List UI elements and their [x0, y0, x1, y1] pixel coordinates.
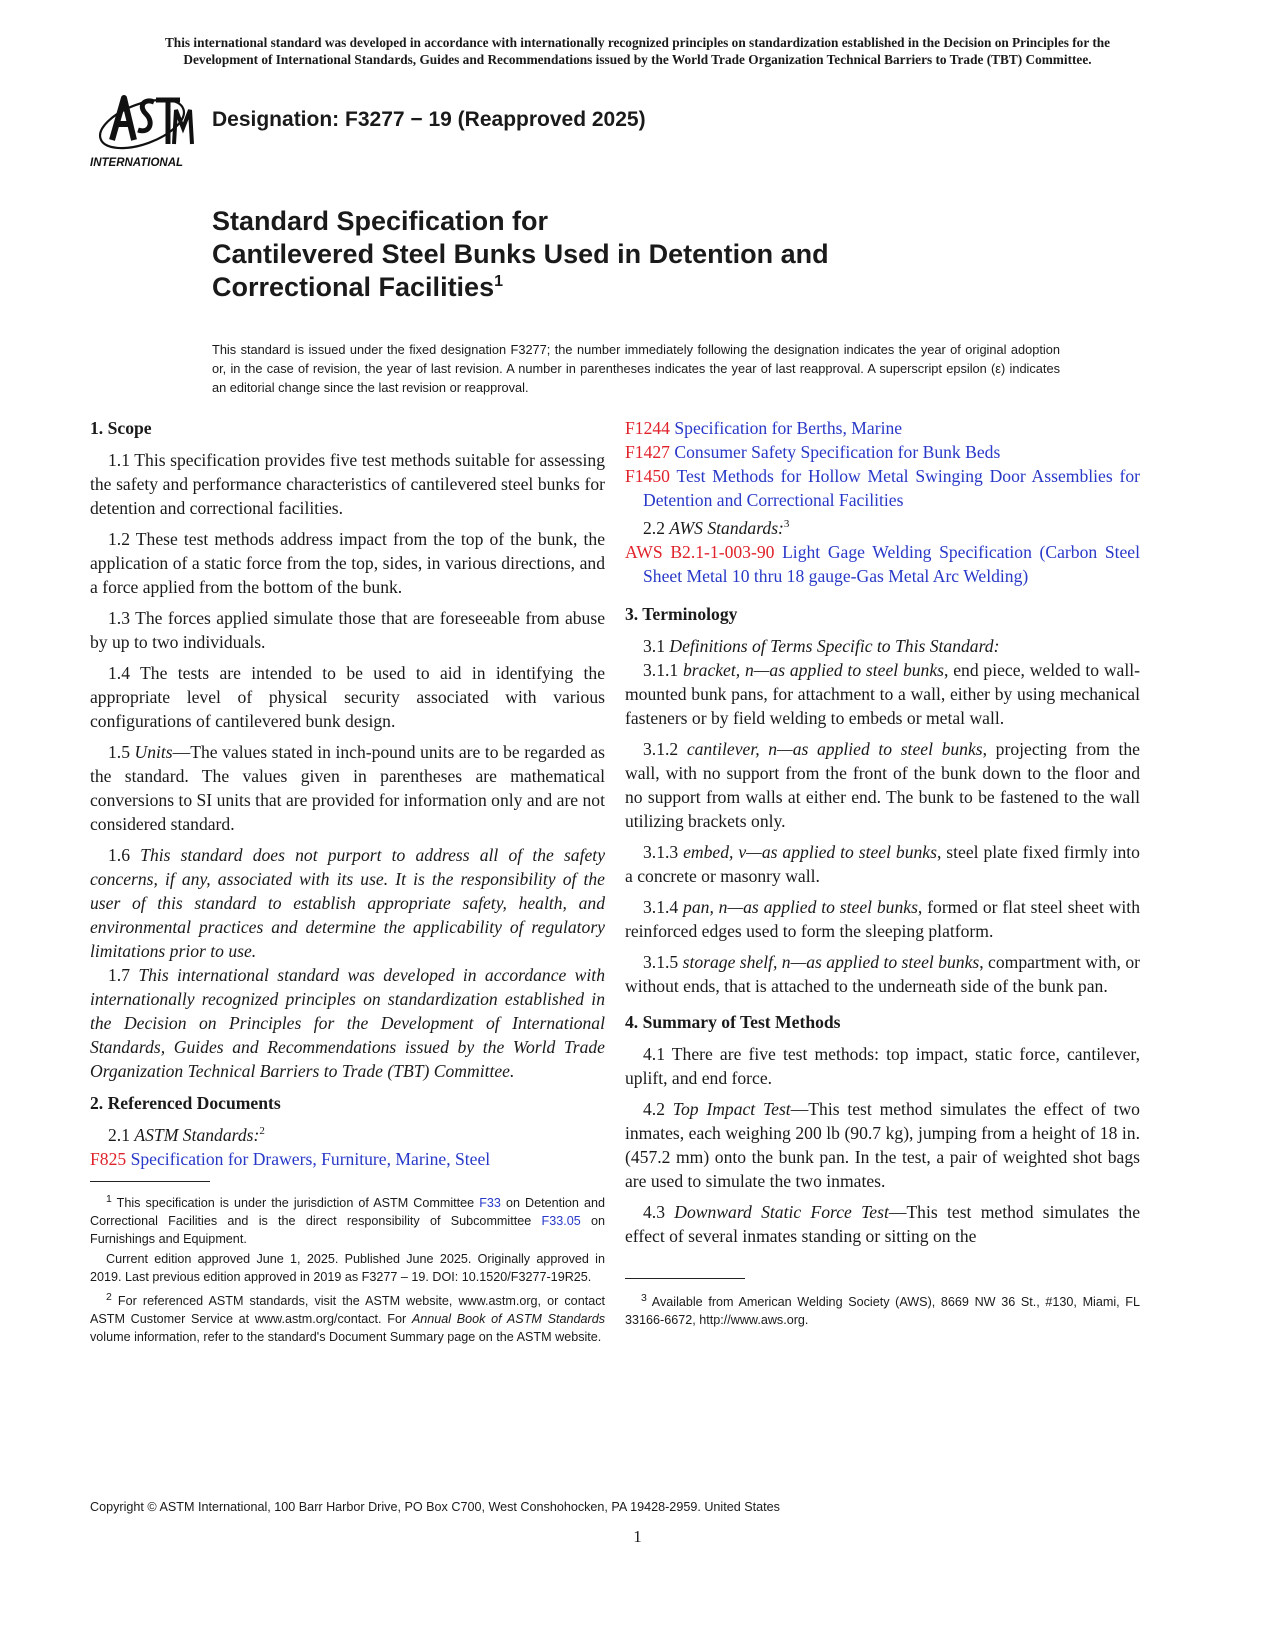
link-f33-05[interactable]: F33.05 — [541, 1214, 581, 1229]
astm-logo-icon — [90, 88, 200, 174]
link-f33[interactable]: F33 — [479, 1196, 501, 1211]
page-number: 1 — [633, 1527, 642, 1546]
terminology-3-1: 3.1 Definitions of Terms Specific to This Standard: — [643, 635, 1000, 656]
scope-1-2: 1.2 These test methods address impact from the top of the bunk, the application of a static force from the top, sides, in various directions, and a force applied from the bottom of the bunk. — [90, 529, 605, 597]
scope-1-1: 1.1 This specification provides five test methods suitable for assessing the safety and performance characteristics of cantilevered steel bunks for detention and correctional facilities. — [90, 450, 605, 518]
right-column — [625, 416, 1140, 1331]
scope-heading: 1. Scope — [90, 418, 152, 438]
issuance-note: This standard is issued under the fixed designation F3277; the number immediately following the designation indicates the year of original adoption or, in the case of revision, the year of last revision. A number in parentheses indicates the year of last reapproval. A superscript epsilon (ε) indicates an editorial change since the last revision or reapproval. — [212, 342, 1060, 395]
refdocs-heading: 2. Referenced Documents — [90, 1093, 281, 1113]
summary-heading: 4. Summary of Test Methods — [625, 1011, 841, 1032]
summary-4-2: 4.2 Top Impact Test—This test method simulates the effect of two inmates, each weighing 200 lb (90.7 kg), jumping from a height of 18 in. (457.2 mm) onto the bunk pan. In the test, a pair of weighted shot bags are used to simulate the two inmates. — [625, 1098, 1140, 1191]
footnote-divider-right — [625, 1278, 745, 1279]
footnote-divider-left — [90, 1181, 210, 1182]
title-line-3: Correctional Facilities — [212, 272, 495, 302]
footnotes-left — [90, 1190, 605, 1346]
scope-1-7: 1.7 This international standard was developed in accordance with internationally recognized principles on standardization established in the Decision on Principles for the Development of International Standards, Guides and Recommendations issued by the World Trade Organization Technical Barriers to Trade (TBT) Committee. — [90, 965, 605, 1081]
summary-4-3: 4.3 Downward Static Force Test—This test method simulates the effect of several inmates standing or sitting on the — [625, 1201, 1141, 1246]
left-column — [90, 416, 605, 1348]
term-3-1-5: 3.1.5 storage shelf, n—as applied to steel bunks, compartment with, or without ends, that is attached to the underneath side of the bunk pan. — [625, 951, 1140, 996]
notice-line-2: Development of International Standards, Guides and Recommendations issued by the World Trade Organization Technical Barriers to Trade (TBT) Committee. — [183, 52, 1092, 67]
footnote-1: $^1$ This specification is under the jurisdiction of ASTM Committee F33 on Detention and Correctional Facilities and is the direct responsibility of Subcommittee F33.05 on Furnishings and Equipment. — [90, 1192, 605, 1247]
ref-f1450[interactable]: F1450 Test Methods for Hollow Metal Swinging Door Assemblies for Detention and Correctional Facilities — [625, 466, 1140, 510]
designation: Designation: F3277 − 19 (Reapproved 2025) — [212, 108, 646, 131]
title-line-1: Standard Specification for — [212, 206, 549, 236]
notice-line-1: This international standard was developed in accordance with internationally recognized principles on standardization established in the Decision on Principles for the — [164, 35, 1111, 50]
terminology-heading: 3. Terminology — [625, 603, 738, 624]
title-footnote-mark: 1 — [494, 273, 503, 290]
term-3-1-1: 3.1.1 bracket, n—as applied to steel bunks, end piece, welded to wall-mounted bunk pans, for attachment to a wall, either by using mechanical fasteners or by field welding to embeds or metal wall. — [625, 659, 1140, 728]
ref-f1244[interactable]: F1244 Specification for Berths, Marine — [625, 418, 903, 438]
copyright: Copyright © ASTM International, 100 Barr Harbor Drive, PO Box C700, West Conshohocken, PA 19428-2959. United States — [90, 1500, 780, 1514]
term-3-1-3: 3.1.3 embed, v—as applied to steel bunks, steel plate fixed firmly into a concrete or masonry wall. — [625, 841, 1140, 886]
logo-text: INTERNATIONAL — [90, 157, 184, 169]
scope-1-6: 1.6 This standard does not purport to address all of the safety concerns, if any, associated with its use. It is the responsibility of the user of this standard to establish appropriate safety, health, and environmental practices and determine the applicability of regulatory limitations prior to use. — [90, 845, 606, 961]
scope-1-4: 1.4 The tests are intended to be used to aid in identifying the appropriate level of physical security associated with various configurations of cantilevered bunk design. — [90, 663, 605, 731]
footnote-3: $^3$ Available from American Welding Society (AWS), 8669 NW 36 St., #130, Miami, FL 33166-6672, http://www.aws.org. — [625, 1291, 1140, 1328]
wto-notice — [80, 34, 1195, 68]
term-3-1-2: 3.1.2 cantilever, n—as applied to steel bunks, projecting from the wall, with no support from the front of the bunk down to the floor and no support from walls at either end. The bunk to be fastened to the wall utilizing brackets only. — [625, 738, 1140, 831]
term-3-1-4: 3.1.4 pan, n—as applied to steel bunks, formed or flat steel sheet with reinforced edges used to form the sleeping platform. — [625, 896, 1140, 941]
ref-f1427[interactable]: F1427 Consumer Safety Specification for Bunk Beds — [625, 442, 1001, 462]
title-line-2: Cantilevered Steel Bunks Used in Detention and — [212, 239, 829, 269]
footnote-2: $^2$ For referenced ASTM standards, visit the ASTM website, www.astm.org, or contact ASTM Customer Service at www.astm.org/contact. For Annual Book of ASTM Standards volume information, refer to the standard's Document Summary page on the ASTM website. — [90, 1291, 605, 1345]
astm-standards-label: 2.1 ASTM Standards:$^2$ — [108, 1124, 265, 1145]
ref-aws[interactable]: AWS B2.1-1-003-90 Light Gage Welding Specification (Carbon Steel Sheet Metal 10 thru 18 gauge-Gas Metal Arc Welding) — [625, 541, 1140, 586]
document-title — [212, 205, 829, 304]
aws-standards-label: 2.2 AWS Standards:$^3$ — [643, 517, 790, 538]
scope-1-3: 1.3 The forces applied simulate those that are foreseeable from abuse by up to two individuals. — [90, 608, 605, 652]
scope-1-5: 1.5 Units—The values stated in inch-pound units are to be regarded as the standard. The values given in parentheses are mathematical conversions to SI units that are provided for information only and are not considered standard. — [90, 742, 605, 834]
astm-logo — [90, 88, 200, 174]
edition-note: Current edition approved June 1, 2025. Published June 2025. Originally approved in 2019. Last previous edition approved in 2019 as F3277 – 19. DOI: 10.1520/F3277-19R25. — [90, 1252, 605, 1285]
summary-4-1: 4.1 There are five test methods: top impact, static force, cantilever, uplift, and end force. — [625, 1043, 1140, 1088]
ref-f825[interactable]: F825 Specification for Drawers, Furniture, Marine, Steel — [90, 1148, 491, 1169]
